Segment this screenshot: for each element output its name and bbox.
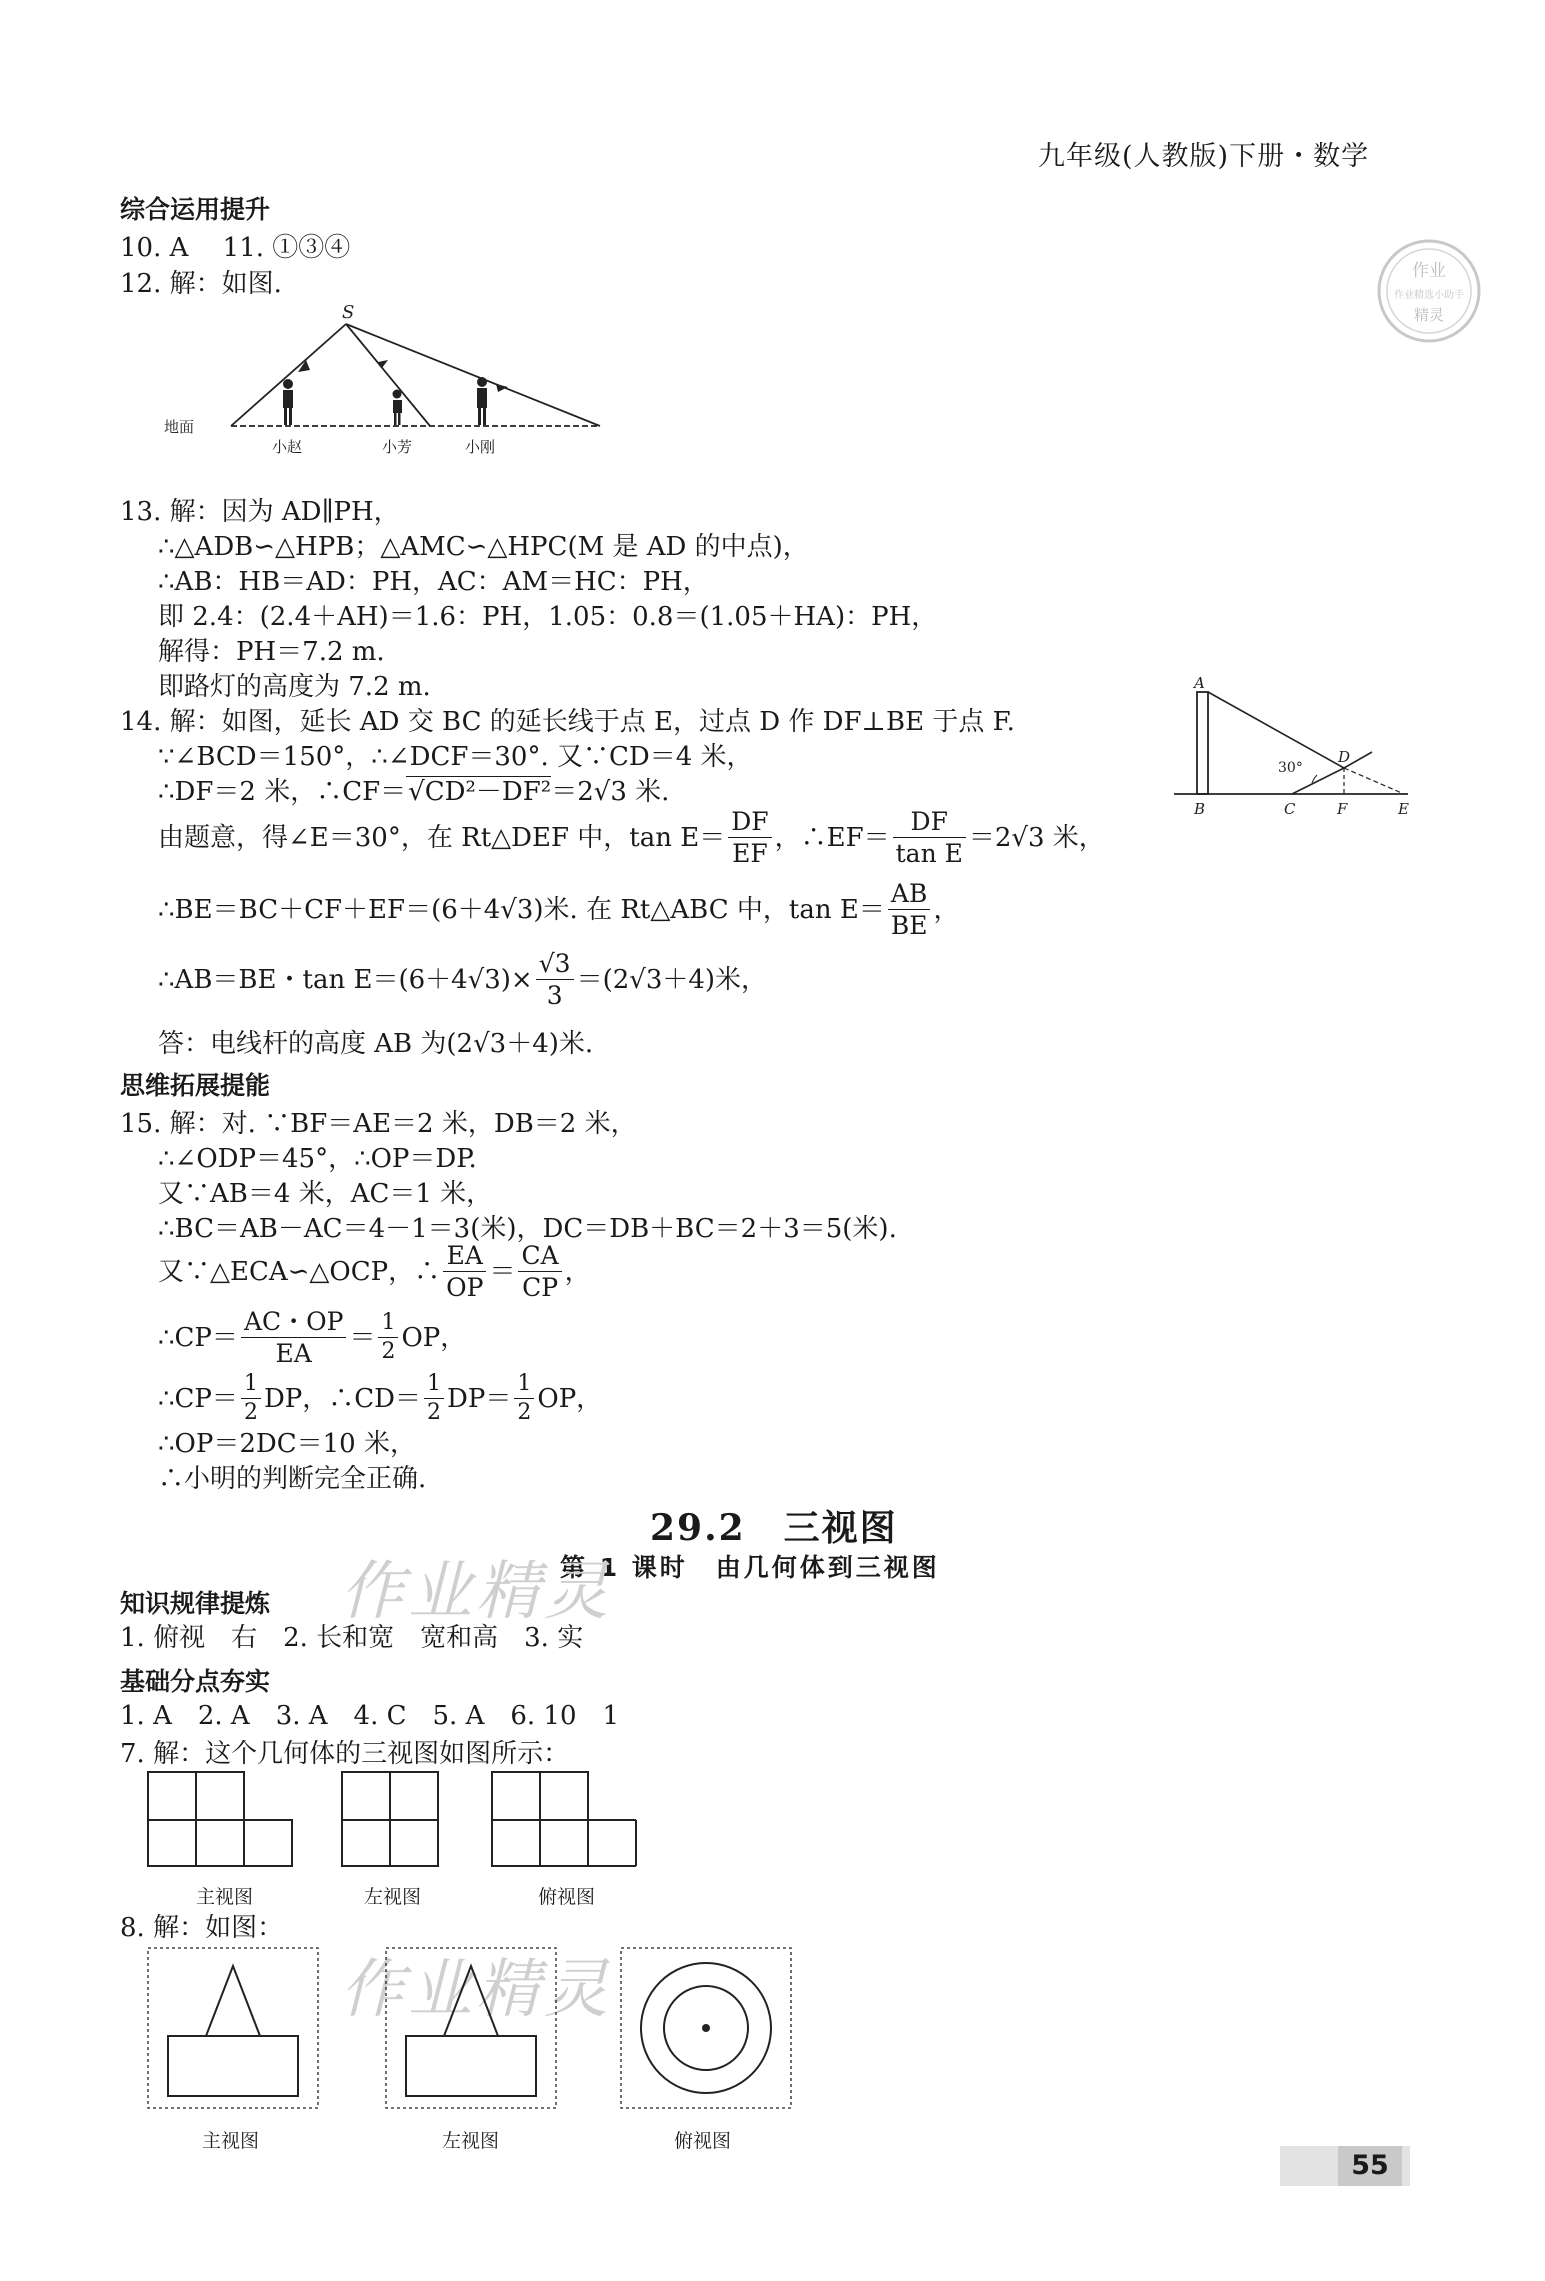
- person-label: 小芳: [382, 438, 413, 456]
- answer-line: ∴OP＝2DC＝10 米，: [158, 1429, 416, 1459]
- answer-line: 8. 解：如图：: [120, 1913, 284, 1943]
- section-heading: 综合运用提升: [120, 195, 271, 224]
- fraction: $\frac{AC・OP}{EA}$: [241, 1308, 347, 1367]
- answer-line: 即 2.4：(2.4＋AH)＝1.6：PH，1.05：0.8＝(1.05＋HA)：PH，: [158, 602, 938, 632]
- fraction: $\frac{1}{2}$: [424, 1372, 444, 1425]
- answer-line: 答：电线杆的高度 AB 为(2√3＋4)米.: [158, 1029, 594, 1059]
- answer-line: ∴DF＝2 米，∴CF＝√CD²－DF²＝2√3 米.: [158, 777, 670, 807]
- view-caption: 俯视图: [538, 1886, 596, 1908]
- answer-line: 1. 俯视 右 2. 长和宽 宽和高 3. 实: [120, 1623, 584, 1653]
- answer-line: ∴CP＝ $\frac{1}{2}$ DP，∴CD＝ $\frac{1}{2}$ DP＝ $\frac{1}{2}$ OP，: [158, 1371, 603, 1425]
- fraction: $\frac{EA}{OP}$: [443, 1242, 486, 1301]
- answer-line: 12. 解：如图.: [120, 269, 282, 299]
- fraction: $\frac{DF}{\text{tan E}}$: [893, 808, 966, 867]
- point-label: B: [1194, 800, 1206, 818]
- chapter-title: 29.2 三视图: [650, 1507, 898, 1549]
- answer-line: ∴CP＝ $\frac{AC・OP}{EA}$ ＝ $\frac{1}{2}$ OP，: [158, 1307, 467, 1368]
- view-caption: 左视图: [364, 1886, 422, 1908]
- answer-line: 1. A 2. A 3. A 4. C 5. A 6. 10 1: [120, 1701, 620, 1731]
- lesson-subtitle: 第 1 课时 由几何体到三视图: [560, 1553, 940, 1582]
- point-label: S: [342, 302, 355, 323]
- section-heading: 思维拓展提能: [120, 1071, 271, 1100]
- answer-line: 13. 解：因为 AD∥PH，: [120, 497, 400, 527]
- point-label: A: [1194, 674, 1205, 692]
- view-caption: 左视图: [442, 2130, 500, 2152]
- fraction: $\frac{√3}{3}$: [536, 950, 574, 1009]
- sqrt-expression: √CD²－DF²: [408, 777, 552, 807]
- pole-diagram: [1172, 672, 1412, 822]
- three-view-grids: [146, 1770, 646, 1908]
- answer-line: 解得：PH＝7.2 m.: [158, 637, 385, 667]
- person-label: 小赵: [272, 438, 303, 456]
- answer-line: 14. 解：如图，延长 AD 交 BC 的延长线于点 E，过点 D 作 DF⊥BE 于点 F.: [120, 707, 1015, 737]
- answer-line: ∴BC＝AB－AC＝4－1＝3(米)，DC＝DB＋BC＝2＋3＝5(米).: [158, 1214, 897, 1244]
- fraction: $\frac{1}{2}$: [378, 1311, 398, 1364]
- answer-line: 由题意，得∠E＝30°，在 Rt△DEF 中，tan E＝ $\frac{DF}{EF}$ ，∴EF＝ $\frac{DF}{\text{tan E}}$ ＝2√3 米，: [158, 807, 1105, 868]
- answer-line: ∴△ADB∽△HPB；△AMC∽△HPC(M 是 AD 的中点)，: [158, 532, 809, 562]
- ground-label: 地面: [164, 418, 195, 436]
- answer-line: 又∵△ECA∽△OCP，∴ $\frac{EA}{OP}$ ＝ $\frac{CA}{CP}$ ，: [158, 1241, 591, 1302]
- stamp-text-2: 作业精选小助手: [1394, 290, 1464, 301]
- book-header: 九年级(人教版)下册・数学: [1038, 141, 1370, 172]
- stamp-text-3: 精灵: [1413, 306, 1445, 324]
- answer-line: 即路灯的高度为 7.2 m.: [158, 672, 431, 702]
- shadow-diagram: [160, 302, 610, 464]
- angle-label: 30°: [1278, 760, 1303, 776]
- fraction: $\frac{1}{2}$: [514, 1372, 534, 1425]
- page-number: 55: [1338, 2146, 1402, 2186]
- section-heading: 基础分点夯实: [120, 1667, 271, 1696]
- answer-line: ∵∠BCD＝150°，∴∠DCF＝30°. 又∵CD＝4 米，: [158, 742, 753, 772]
- answer-line: 15. 解：对. ∵BF＝AE＝2 米，DB＝2 米，: [120, 1109, 637, 1139]
- answer-line: 10. A 11. ①③④: [120, 233, 351, 263]
- answer-line: ∴BE＝BC＋CF＋EF＝(6＋4√3)米. 在 Rt△ABC 中，tan E＝ $\frac{AB}{BE}$ ，: [158, 879, 960, 940]
- person-label: 小刚: [465, 438, 496, 456]
- point-label: C: [1284, 800, 1296, 818]
- answer-line: ∴AB＝BE・tan E＝(6＋4√3)× $\frac{√3}{3}$ ＝(2√3＋4)米，: [158, 949, 768, 1010]
- fraction: $\frac{1}{2}$: [241, 1372, 261, 1425]
- answer-line: ∴小明的判断完全正确.: [158, 1464, 427, 1494]
- watermark: 作业精灵: [340, 1555, 612, 1629]
- stamp-text-1: 作业: [1412, 261, 1446, 281]
- answer-line: 7. 解：这个几何体的三视图如图所示：: [120, 1739, 570, 1769]
- view-caption: 主视图: [202, 2130, 260, 2152]
- stamp-logo: [1372, 234, 1487, 349]
- point-label: F: [1337, 800, 1348, 818]
- fraction: $\frac{CA}{CP}$: [518, 1242, 561, 1301]
- answer-line: ∴∠ODP＝45°，∴OP＝DP.: [158, 1144, 477, 1174]
- view-caption: 俯视图: [674, 2130, 732, 2152]
- three-view-shapes: [146, 1946, 796, 2152]
- view-caption: 主视图: [196, 1886, 254, 1908]
- answer-line: ∴AB：HB＝AD：PH，AC：AM＝HC：PH，: [158, 567, 709, 597]
- section-heading: 知识规律提炼: [120, 1589, 271, 1618]
- fraction: $\frac{AB}{BE}$: [888, 880, 931, 939]
- fraction: $\frac{DF}{EF}$: [728, 808, 771, 867]
- point-label: E: [1398, 800, 1409, 818]
- watermark: 作业精灵: [340, 1953, 612, 2027]
- point-label: D: [1338, 748, 1351, 766]
- answer-line: 又∵AB＝4 米，AC＝1 米，: [158, 1179, 493, 1209]
